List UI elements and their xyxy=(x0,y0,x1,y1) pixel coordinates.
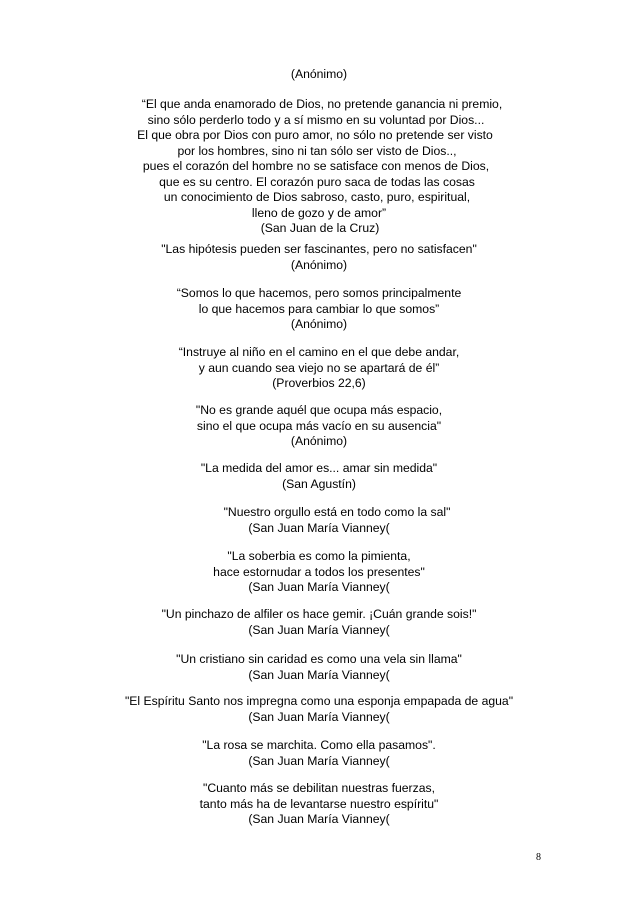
quote-attribution: (Anónimo) xyxy=(290,257,348,272)
quote-line: "La medida del amor es... amar sin medida" xyxy=(200,461,438,475)
quote-line: "Un cristiano sin caridad es como una vela sin llama" xyxy=(176,652,462,666)
quote-line: “Instruye al niño en el camino en el que debe andar, xyxy=(178,345,460,359)
quote-attribution: (San Juan María Vianney( xyxy=(248,520,390,535)
quote-attribution: (San Juan María Vianney( xyxy=(248,709,390,724)
quote-line: "La soberbia es como la pimienta, xyxy=(227,549,411,563)
page-number: 8 xyxy=(536,852,541,863)
quote-attribution: (San Juan María Vianney( xyxy=(248,580,390,594)
quote-line: que es su centro. El corazón puro saca de todas las cosas xyxy=(159,174,475,189)
quote-line: tanto más ha de levantarse nuestro espíritu" xyxy=(199,796,439,811)
quote-attribution: (Proverbios 22,6) xyxy=(272,376,366,390)
quote-line: un conocimiento de Dios sabroso, casto, puro, espiritual, xyxy=(163,190,471,204)
quote-line: y aun cuando sea viejo no se apartará de él” xyxy=(198,360,440,375)
quote-block xyxy=(0,694,638,725)
quote-block xyxy=(0,781,638,828)
quote-line: "Nuestro orgullo está en todo como la sal" xyxy=(223,505,451,519)
quote-attribution: (San Juan María Vianney( xyxy=(248,812,390,826)
quote-block xyxy=(0,738,638,769)
quote-line: sino el que ocupa más vacío en su ausencia" xyxy=(196,418,442,433)
quote-block xyxy=(0,242,638,273)
quote-line: "La rosa se marchita. Como ella pasamos". xyxy=(202,738,436,752)
quote-line: lo que hacemos para cambiar lo que somos” xyxy=(198,301,440,316)
quote-block xyxy=(0,607,638,638)
quote-attribution: (Anónimo) xyxy=(290,317,348,331)
quote-block xyxy=(0,549,638,596)
quote-line: "Cuanto más se debilitan nuestras fuerzas, xyxy=(203,781,435,795)
quote-line: "Las hipótesis pueden ser fascinantes, pero no satisfacen" xyxy=(161,242,477,256)
quote-line: "Un pinchazo de alfiler os hace gemir. ¡Cuán grande sois!" xyxy=(161,607,477,621)
quote-line: lleno de gozo y de amor” xyxy=(251,205,387,220)
quote-line: hace estornudar a todos los presentes" xyxy=(213,564,425,579)
quote-block xyxy=(0,345,638,392)
quote-line: pues el corazón del hombre no se satisface con menos de Dios, xyxy=(142,159,490,173)
quote-line: El que obra por Dios con puro amor, no sólo no pretende ser visto xyxy=(137,128,493,142)
quote-attribution: (San Juan María Vianney( xyxy=(248,753,390,768)
quote-attribution: (San Juan María Vianney( xyxy=(248,667,390,682)
quote-attribution: (San Agustín) xyxy=(282,476,356,491)
quote-attribution: (Anónimo) xyxy=(290,434,348,448)
quote-attribution: (San Juan de la Cruz) xyxy=(260,221,380,235)
quote-attribution: (Anónimo) xyxy=(290,67,348,81)
quote-block xyxy=(0,505,638,536)
quote-line: “El que anda enamorado de Dios, no pretende ganancia ni premio, xyxy=(141,97,503,111)
quote-attribution: (San Juan María Vianney( xyxy=(248,622,390,637)
quote-block xyxy=(0,461,638,492)
quote-line: por los hombres, sino ni tan sólo ser visto de Dios.., xyxy=(177,143,457,158)
quote-block xyxy=(0,67,638,83)
quote-block xyxy=(0,97,638,237)
quote-line: "El Espíritu Santo nos impregna como una esponja empapada de agua" xyxy=(124,694,514,708)
quote-block xyxy=(0,403,638,450)
quote-line: sino sólo perderlo todo y a sí mismo en su voluntad por Dios... xyxy=(147,112,485,127)
quote-line: "No es grande aquél que ocupa más espacio, xyxy=(195,403,443,417)
quote-line: “Somos lo que hacemos, pero somos principalmente xyxy=(176,286,462,300)
quote-block xyxy=(0,652,638,683)
quote-block xyxy=(0,286,638,333)
